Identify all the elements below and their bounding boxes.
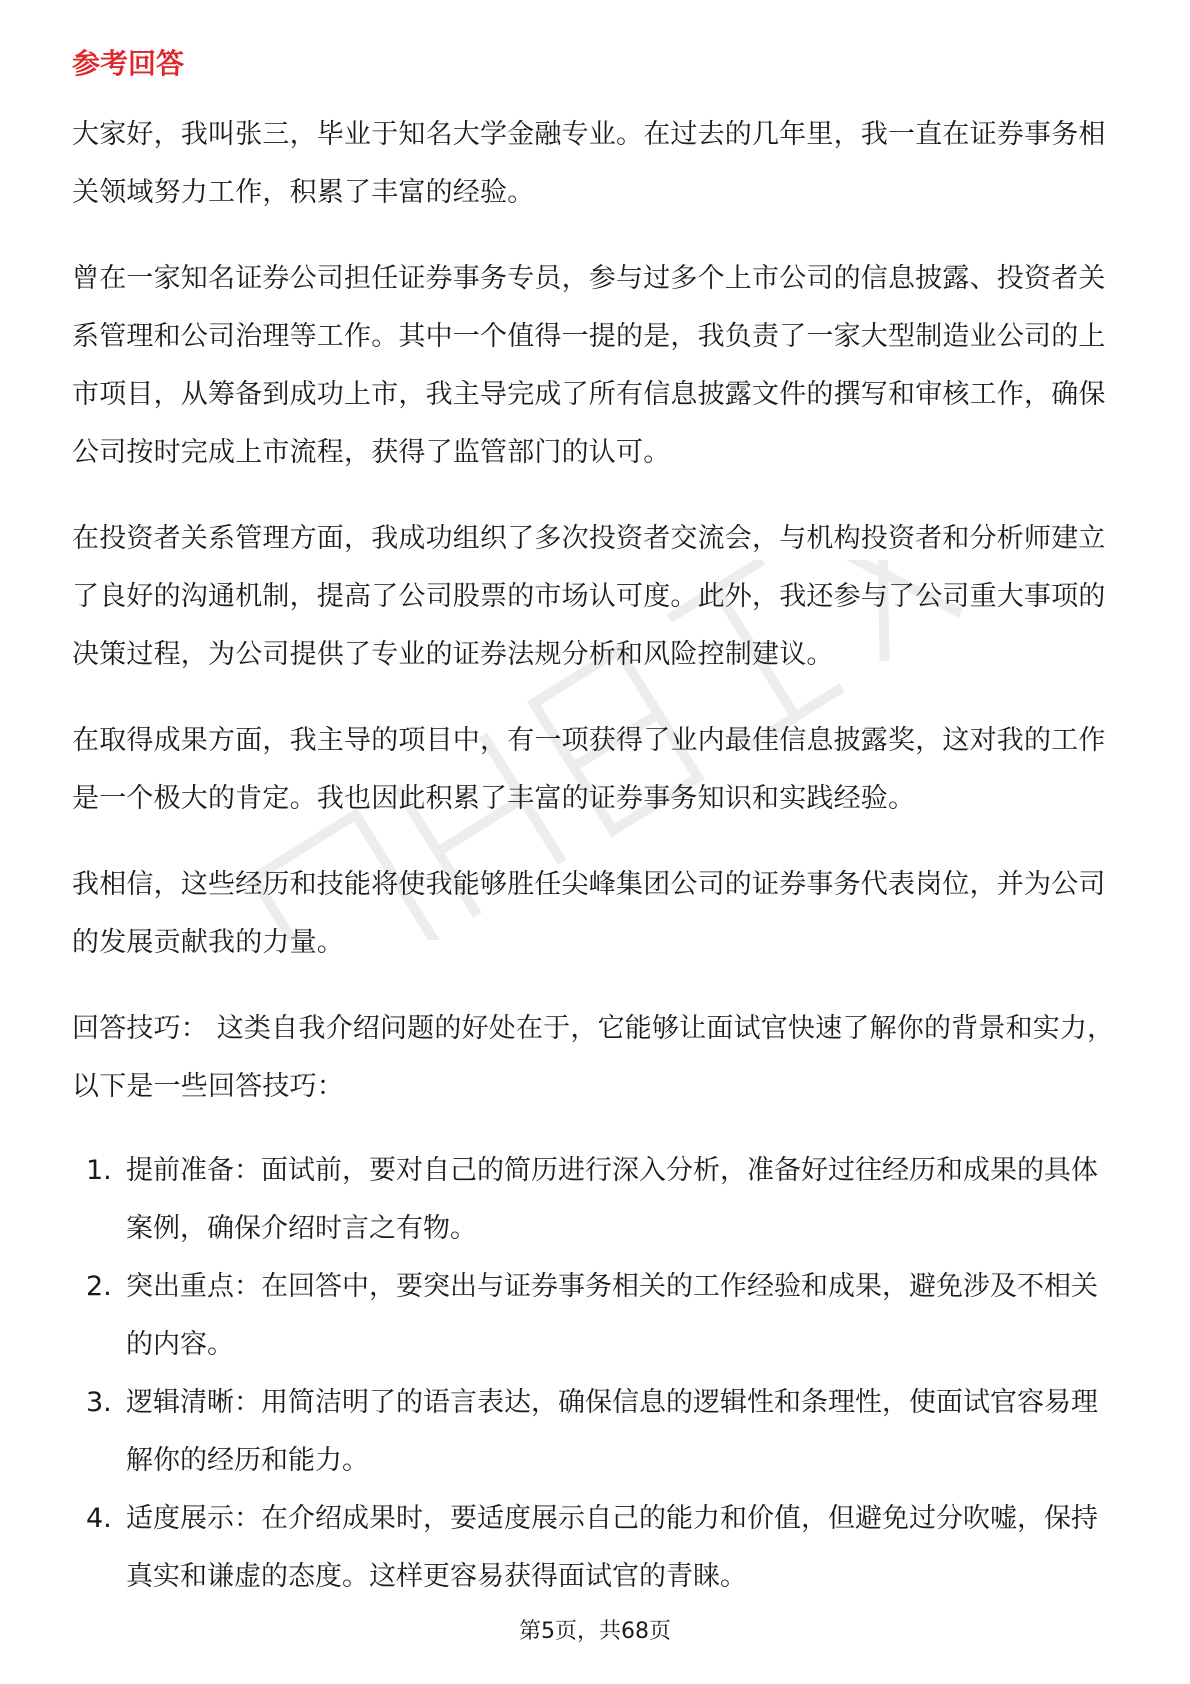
list-number: 2. [86,1271,112,1302]
paragraph: 在取得成果方面，我主导的项目中，有一项获得了业内最佳信息披露奖，这对我的工作是一个极大的肯定。我也因此积累了丰富的证券事务知识和实践经验。 [72,725,1106,814]
document-page [72,44,1120,1606]
paragraph: 大家好，我叫张三，毕业于知名大学金融专业。在过去的几年里，我一直在证券事务相关领域努力工作，积累了丰富的经验。 [72,119,1106,208]
paragraph: 曾在一家知名证券公司担任证券事务专员，参与过多个上市公司的信息披露、投资者关系管理和公司治理等工作。其中一个值得一提的是，我负责了一家大型制造业公司的上市项目，从筹备到成功上市，我主导完成了所有信息披露文件的撰写和审核工作，确保公司按时完成上市流程，获得了监管部门的认可。 [72,263,1106,468]
tips-list [72,1142,1120,1606]
paragraph: 在投资者关系管理方面，我成功组织了多次投资者交流会，与机构投资者和分析师建立了良好的沟通机制，提高了公司股票的市场认可度。此外，我还参与了公司重大事项的决策过程，为公司提供了专业的证券法规分析和风险控制建议。 [72,523,1106,670]
list-item [72,1374,1120,1490]
list-item-text: 适度展示：在介绍成果时，要适度展示自己的能力和价值，但避免过分吹嘘，保持真实和谦虚的态度。这样更容易获得面试官的青睐。 [126,1503,1098,1592]
section-heading: 参考回答 [72,47,185,80]
paragraph: 我相信，这些经历和技能将使我能够胜任尖峰集团公司的证券事务代表岗位，并为公司的发展贡献我的力量。 [72,869,1106,958]
page-number: 第5页，共68页 [519,1619,671,1644]
list-item [72,1258,1120,1374]
list-number: 3. [86,1387,112,1418]
list-item [72,1490,1120,1606]
paragraph: 回答技巧： 这类自我介绍问题的好处在于，它能够让面试官快速了解你的背景和实力，以下是一些回答技巧： [72,1013,1115,1102]
list-item-text: 逻辑清晰：用简洁明了的语言表达，确保信息的逻辑性和条理性，使面试官容易理解你的经历和能力。 [126,1387,1098,1476]
list-number: 4. [86,1503,112,1534]
list-item [72,1142,1120,1258]
list-item-text: 提前准备：面试前，要对自己的简历进行深入分析，准备好过往经历和成果的具体案例，确保介绍时言之有物。 [126,1155,1098,1244]
list-number: 1. [86,1155,112,1186]
list-item-text: 突出重点：在回答中，要突出与证券事务相关的工作经验和成果，避免涉及不相关的内容。 [126,1271,1098,1360]
